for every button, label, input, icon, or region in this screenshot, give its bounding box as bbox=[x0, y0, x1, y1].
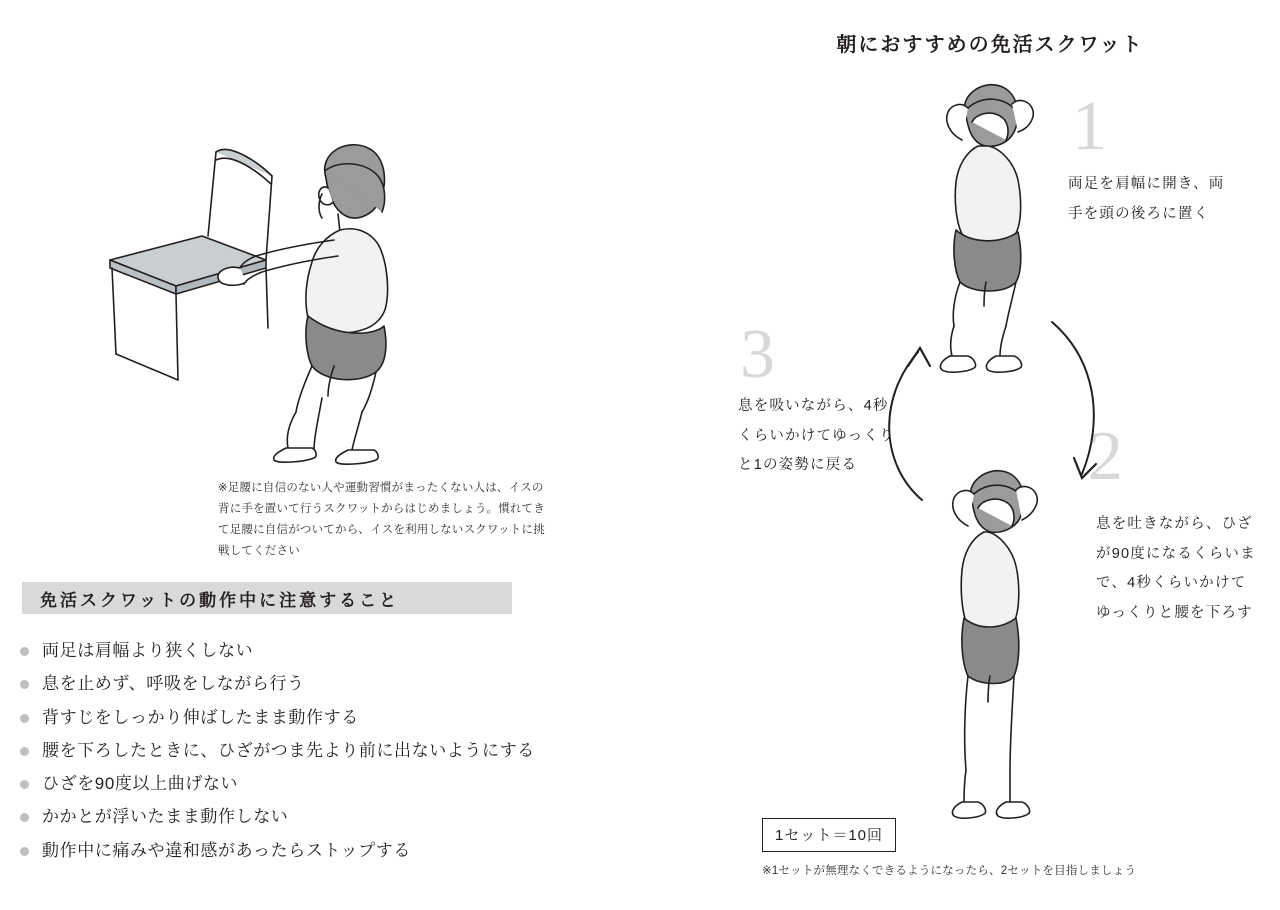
list-item-label: 息を止めず、呼吸をしながら行う bbox=[42, 674, 305, 694]
caution-heading: 免活スクワットの動作中に注意すること bbox=[22, 582, 512, 614]
squat-steps-diagram bbox=[700, 70, 1260, 877]
list-item bbox=[18, 640, 638, 661]
bullet-icon bbox=[20, 747, 29, 756]
bullet-icon bbox=[20, 847, 29, 856]
step-number-2: 2 bbox=[1088, 418, 1123, 495]
list-item-label: ひざを90度以上曲げない bbox=[42, 774, 239, 793]
step-number-3: 3 bbox=[740, 316, 775, 393]
set-note: ※1セットが無理なくできるようになったら、2セットを目指しましょう bbox=[762, 865, 1137, 877]
chair-squat-illustration bbox=[90, 140, 650, 470]
bullet-icon bbox=[20, 780, 29, 789]
step-text-1: 両足を肩幅に開き、両手を頭の後ろに置く bbox=[1068, 176, 1225, 222]
set-badge: 1セット＝10回 bbox=[762, 818, 896, 852]
page-title: 朝におすすめの免活スクワット bbox=[836, 34, 1144, 56]
step-number-1: 1 bbox=[1072, 88, 1107, 165]
list-item bbox=[18, 806, 638, 827]
list-item-label: 腰を下ろしたときに、ひざがつま先より前に出ないようにする bbox=[42, 740, 535, 760]
list-item-label: 背すじをしっかり伸ばしたまま動作する bbox=[42, 707, 359, 727]
list-item bbox=[18, 707, 638, 728]
list-item-label: 動作中に痛みや違和感があったらストップする bbox=[42, 840, 411, 860]
bullet-icon bbox=[20, 647, 29, 656]
left-note: ※足腰に自信のない人や運動習慣がまったくない人は、イスの背に手を置いて行うスクワットからはじめましょう。慣れてきて足腰に自信がついてから、イスを利用しないスクワットに挑戦してください bbox=[218, 481, 546, 558]
list-item bbox=[18, 840, 638, 861]
step-text-3: 息を吸いながら、4秒くらいかけてゆっくりと1の姿勢に戻る bbox=[738, 398, 895, 474]
step-text-2: 息を吐きながら、ひざが90度になるくらいまで、4秒くらいかけてゆっくりと腰を下ろす bbox=[1096, 516, 1256, 622]
list-item bbox=[18, 673, 638, 694]
bullet-icon bbox=[20, 813, 29, 822]
list-item-label: 両足は肩幅より狭くしない bbox=[42, 641, 254, 660]
list-item bbox=[18, 740, 638, 761]
list-item bbox=[18, 773, 638, 794]
bullet-icon bbox=[20, 680, 29, 689]
caution-list bbox=[18, 640, 638, 873]
bullet-icon bbox=[20, 714, 29, 723]
list-item-label: かかとが浮いたまま動作しない bbox=[42, 807, 289, 827]
